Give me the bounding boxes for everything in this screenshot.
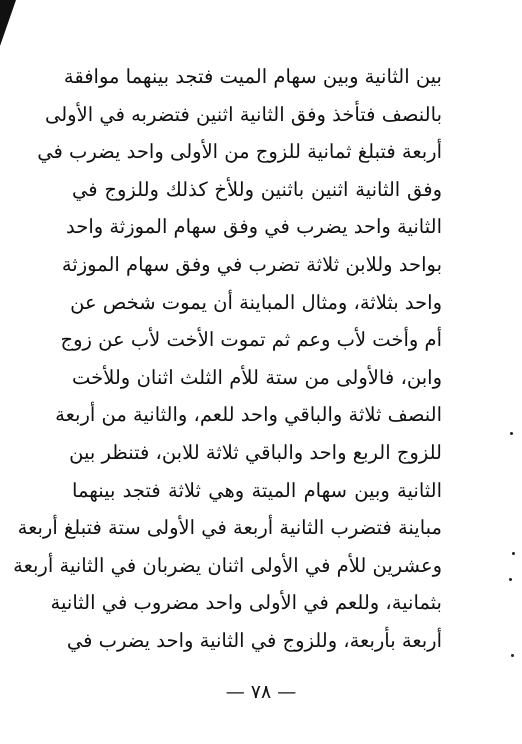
text-line: بين الثانية وبين سهام الميت فتجد بينهما موافقة [63, 65, 442, 88]
margin-speck [512, 552, 515, 555]
text-line: الثانية واحد يضرب في وفق سهام الموزثة واحد [66, 215, 442, 239]
text-line: وفق الثانية اثنين باثنين وللأخ كذلك وللزوج في [72, 177, 442, 201]
text-line: بثمانية، وللعم في الأولى واحد مضروب في الثانية [50, 591, 442, 615]
text-line: واحد بثلاثة، ومثال المباينة أن يموت شخص عن [70, 290, 442, 314]
text-line: وعشرين للأم في الأولى اثنان يضربان في الثانية أربعة [13, 553, 442, 577]
page-text-block [13, 58, 442, 660]
margin-speck [509, 578, 512, 581]
text-line: وابن، فالأولى من ستة للأم الثلث اثنان وللأخت [72, 365, 442, 389]
text-line: النصف ثلاثة والباقي واحد للعم، والثانية من أربعة [55, 403, 442, 427]
text-line: الثانية وبين سهام الميتة وهي ثلاثة فتجد بينهما [72, 478, 442, 502]
text-line: بالنصف فتأخذ وفق الثانية اثنين فتضربه في الأولى [44, 102, 442, 126]
page-corner-mark [0, 0, 16, 46]
text-line: مباينة فتضرب الثانية أربعة في الأولى ستة فتبلغ أربعة [17, 516, 442, 540]
margin-speck [510, 432, 513, 435]
text-line: بواحد وللابن ثلاثة تضرب في وفق سهام الموزثة [61, 252, 442, 276]
margin-speck [511, 654, 514, 657]
text-line: للزوج الربع واحد والباقي ثلاثة للابن، فتنظر بين [69, 440, 442, 464]
text-line: أربعة فتبلغ ثمانية للزوج من الأولى واحد يضرب في [37, 140, 442, 164]
page-number: — ٧٨ — [225, 681, 297, 703]
text-line: أربعة بأربعة، وللزوج في الثانية واحد يضرب في [66, 628, 442, 652]
text-line: أم وأخت لأب وعم ثم تموت الأخت لأب عن زوج [60, 328, 442, 352]
